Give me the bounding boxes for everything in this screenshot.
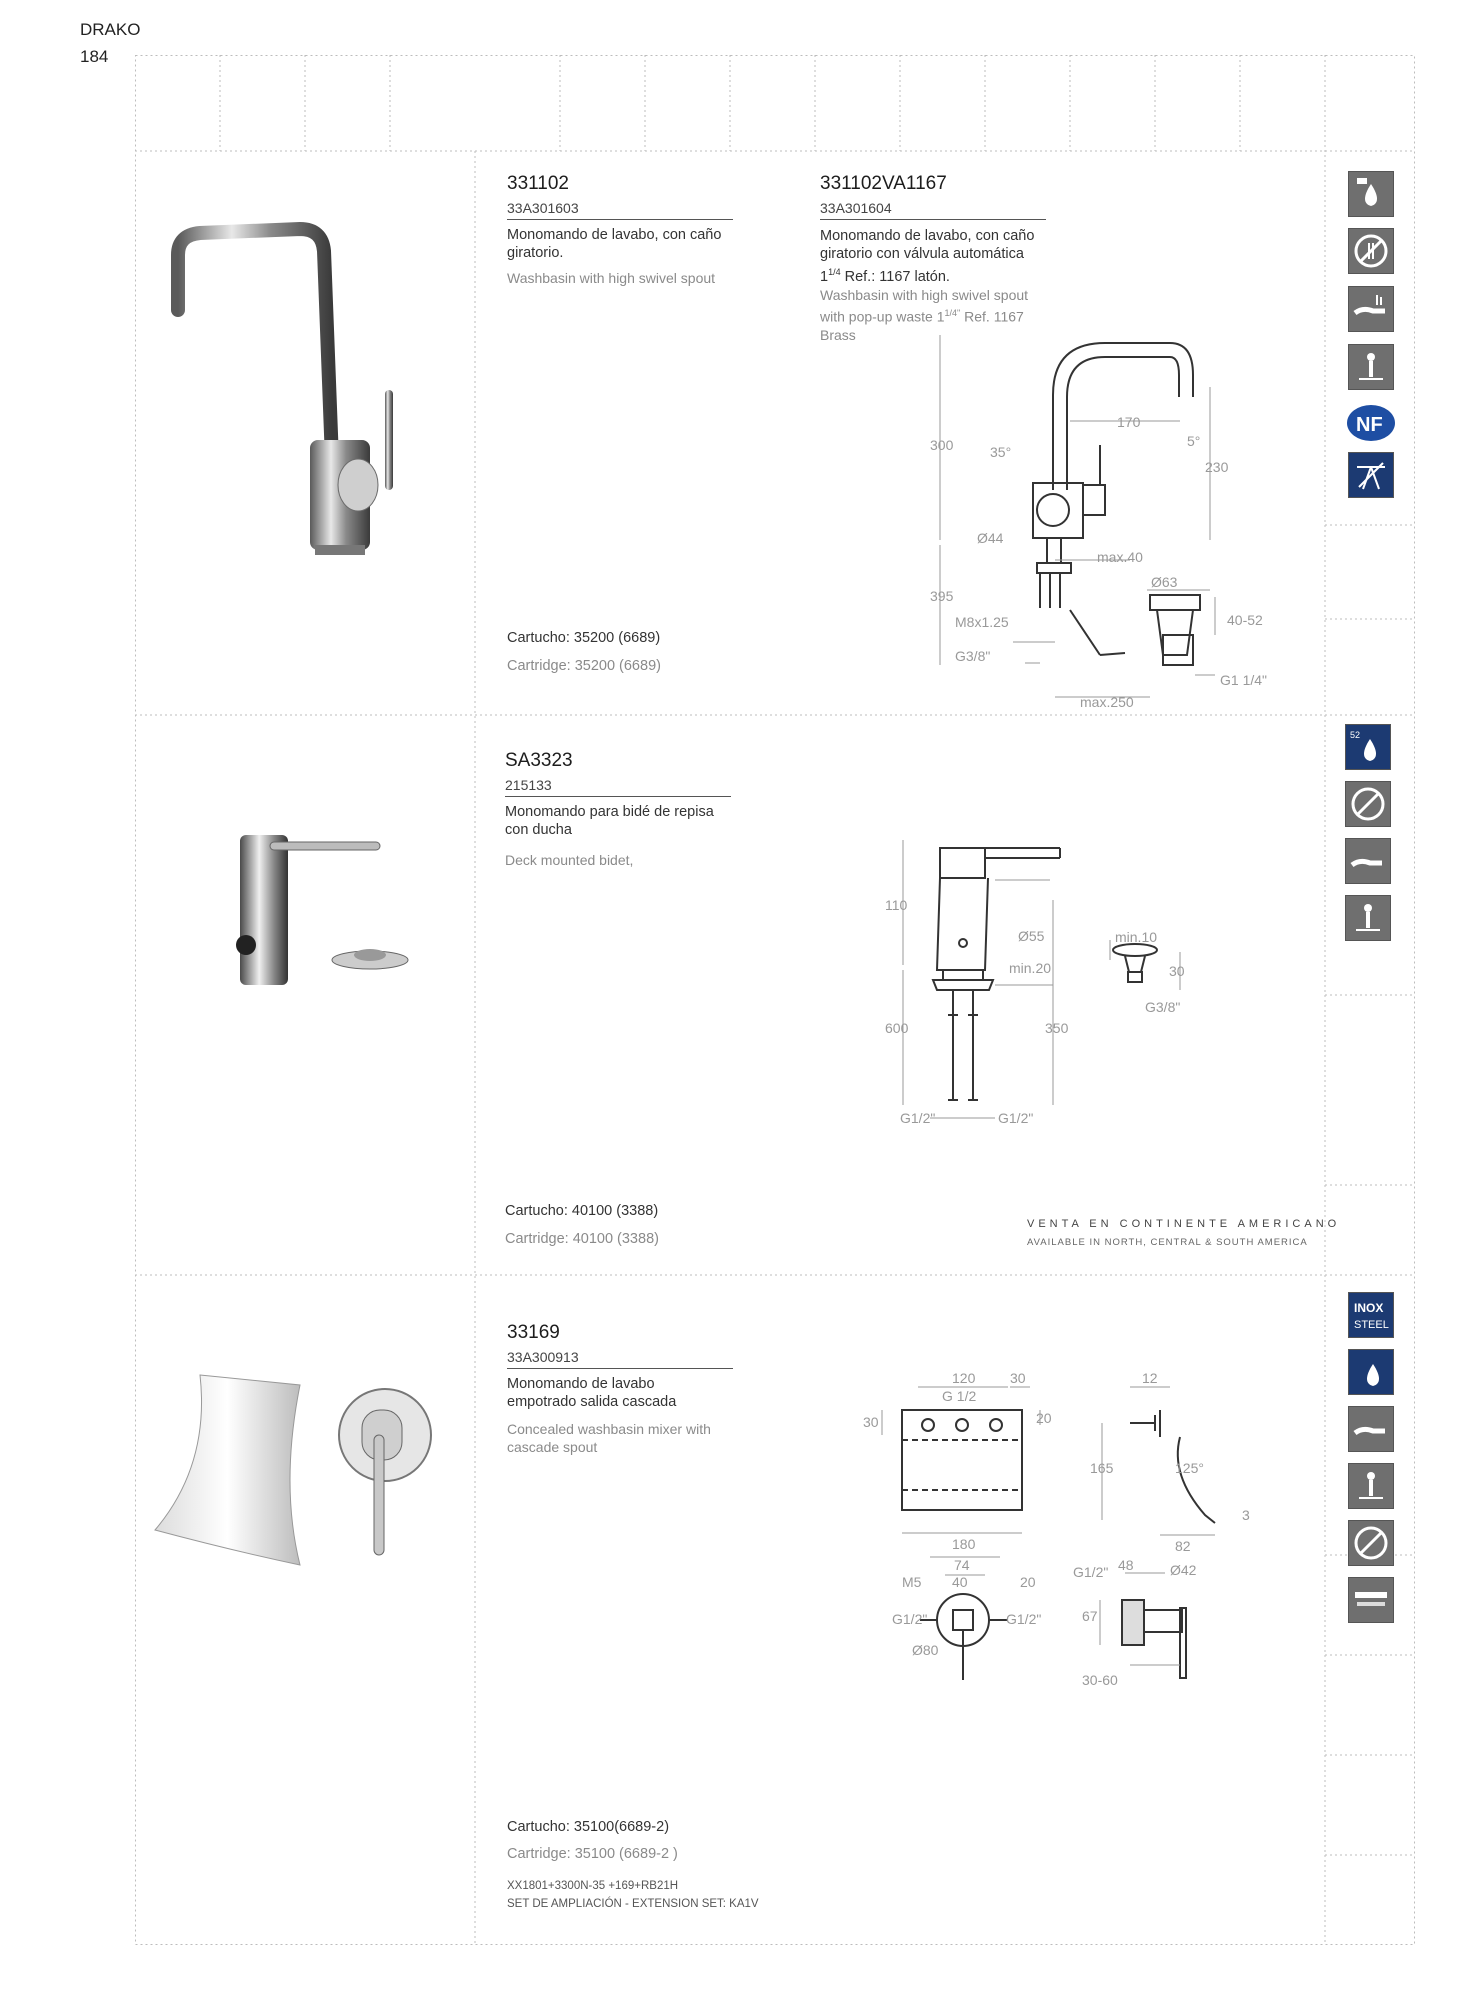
extension-set: SET DE AMPLIACIÓN - EXTENSION SET: KA1V: [507, 1898, 759, 1910]
product-code: 331102: [507, 173, 569, 194]
svg-text:125°: 125°: [1175, 1460, 1204, 1476]
svg-text:48: 48: [1118, 1557, 1134, 1573]
variant-code: 331102VA1167: [820, 173, 947, 194]
svg-text:180: 180: [952, 1536, 976, 1552]
svg-text:395: 395: [930, 588, 954, 604]
no-lead-icon: [1348, 228, 1394, 274]
variant-desc-es: Monomando de lavabo, con caño giratorio con válvula automática $1^{1/4}$ Ref.: 1167 latón.: [820, 228, 1035, 285]
no-lead-icon: [1345, 781, 1391, 827]
hand-flow-icon: [1348, 1406, 1394, 1452]
svg-text:G1/2": G1/2": [900, 1110, 936, 1126]
svg-text:52: 52: [1350, 730, 1361, 740]
svg-text:120: 120: [952, 1370, 976, 1386]
svg-text:12: 12: [1142, 1370, 1158, 1386]
svg-text:67: 67: [1082, 1608, 1098, 1624]
svg-text:3: 3: [1242, 1507, 1250, 1523]
svg-text:300: 300: [930, 437, 954, 453]
svg-text:30: 30: [1010, 1370, 1026, 1386]
svg-text:Ø42: Ø42: [1170, 1562, 1197, 1578]
set-code: XX1801+3300N-35 +169+RB21H: [507, 1880, 679, 1892]
svg-text:G1/2": G1/2": [1073, 1564, 1109, 1580]
svg-text:5°: 5°: [1187, 433, 1201, 449]
svg-text:74: 74: [954, 1557, 970, 1573]
svg-text:170: 170: [1117, 414, 1141, 430]
svg-text:30-60: 30-60: [1082, 1672, 1118, 1688]
inox-steel-icon: [1348, 1292, 1394, 1338]
svg-text:20: 20: [1020, 1574, 1036, 1590]
product-code: 33169: [507, 1322, 560, 1343]
cartridge-es: Cartucho: 40100 (3388): [505, 1203, 659, 1219]
nf-certification-icon: [1346, 401, 1392, 447]
svg-text:40-52: 40-52: [1227, 612, 1263, 628]
svg-text:max.250: max.250: [1080, 694, 1134, 710]
svg-text:G1/2": G1/2": [998, 1110, 1034, 1126]
product-desc-es: Monomando de lavabo empotrado salida cascada: [507, 1376, 677, 1410]
product-desc-en: Washbasin with high swivel spout: [507, 270, 716, 286]
cartridge-en: Cartridge: 35100 (6689-2 ): [507, 1846, 678, 1862]
cascade-icon: [1348, 1577, 1394, 1623]
cartridge-es: Cartucho: 35100(6689-2): [507, 1819, 670, 1835]
svg-text:350: 350: [1045, 1020, 1069, 1036]
temperature-limit-icon: [1345, 895, 1391, 941]
svg-text:min.20: min.20: [1009, 960, 1052, 976]
product-desc-es: Monomando de lavabo, con caño giratorio.: [507, 227, 722, 261]
svg-text:M8x1.25: M8x1.25: [955, 614, 1009, 630]
water-saving-52-icon: [1348, 1349, 1394, 1395]
variant-ref: 33A301604: [820, 200, 1046, 220]
product-ref: 33A301603: [507, 200, 733, 220]
product-desc-en: Concealed washbasin mixer with cascade spout: [507, 1421, 711, 1455]
cleaning-icon: [1348, 452, 1394, 498]
svg-text:20: 20: [1036, 1410, 1052, 1426]
technical-drawing-2: [885, 840, 1225, 1145]
svg-text:Ø63: Ø63: [1151, 574, 1178, 590]
svg-text:STEEL: STEEL: [1354, 1319, 1389, 1331]
svg-text:G1/2": G1/2": [892, 1611, 928, 1627]
svg-text:40: 40: [952, 1574, 968, 1590]
brand-title: DRAKO: [80, 20, 141, 39]
cartridge-es: Cartucho: 35200 (6689): [507, 630, 661, 646]
product-desc-en: Deck mounted bidet,: [505, 852, 634, 868]
svg-text:165: 165: [1090, 1460, 1114, 1476]
product-code: SA3323: [505, 750, 573, 771]
cartridge-en: Cartridge: 35200 (6689): [507, 658, 661, 674]
svg-text:G1/2": G1/2": [1006, 1611, 1042, 1627]
svg-text:110: 110: [885, 897, 908, 913]
variant-desc-en: Washbasin with high swivel spout with pop-up waste $1^{1/4"}$ Ref. 1167 Brass: [820, 287, 1029, 343]
product-ref: 33A300913: [507, 1349, 733, 1369]
svg-text:82: 82: [1175, 1538, 1191, 1554]
svg-text:600: 600: [885, 1020, 909, 1036]
svg-text:Ø55: Ø55: [1018, 928, 1045, 944]
availability-es: VENTA EN CONTINENTE AMERICANO: [1027, 1218, 1341, 1230]
svg-text:Ø44: Ø44: [977, 530, 1004, 546]
svg-text:230: 230: [1205, 459, 1229, 475]
svg-text:G3/8": G3/8": [1145, 999, 1181, 1015]
product-ref: 215133: [505, 777, 731, 797]
svg-text:35°: 35°: [990, 444, 1012, 460]
svg-text:G 1/2: G 1/2: [942, 1388, 977, 1404]
product-photo-bidet-mixer: [210, 820, 440, 995]
technical-drawing-1: [925, 335, 1295, 720]
svg-text:min.10: min.10: [1115, 929, 1158, 945]
water-saving-icon: [1348, 171, 1394, 217]
availability-en: AVAILABLE IN NORTH, CENTRAL & SOUTH AMERICA: [1027, 1237, 1308, 1248]
svg-text:Ø80: Ø80: [912, 1642, 939, 1658]
page-number: 184: [80, 47, 109, 66]
product-photo-faucet-swivel: [160, 215, 440, 570]
product-photo-cascade-mixer: [150, 1365, 460, 1585]
svg-text:30: 30: [1169, 963, 1185, 979]
svg-text:INOX: INOX: [1354, 1301, 1384, 1315]
svg-text:max.40: max.40: [1097, 549, 1143, 565]
svg-text:G3/8": G3/8": [955, 648, 991, 664]
svg-text:30: 30: [863, 1414, 879, 1430]
temperature-limit-icon: [1348, 1463, 1394, 1509]
svg-text:G1 1/4": G1 1/4": [1220, 672, 1267, 688]
hand-flow-icon: [1348, 286, 1394, 332]
temperature-limit-icon: [1348, 344, 1394, 390]
hand-flow-icon: [1345, 838, 1391, 884]
technical-drawing-3: [860, 1365, 1280, 1700]
cartridge-en: Cartridge: 40100 (3388): [505, 1231, 659, 1247]
no-lead-icon: [1348, 1520, 1394, 1566]
water-saving-52-icon: [1345, 724, 1391, 770]
svg-text:NF: NF: [1356, 414, 1383, 436]
svg-text:M5: M5: [902, 1574, 922, 1590]
product-desc-es: Monomando para bidé de repisa con ducha: [505, 804, 714, 838]
